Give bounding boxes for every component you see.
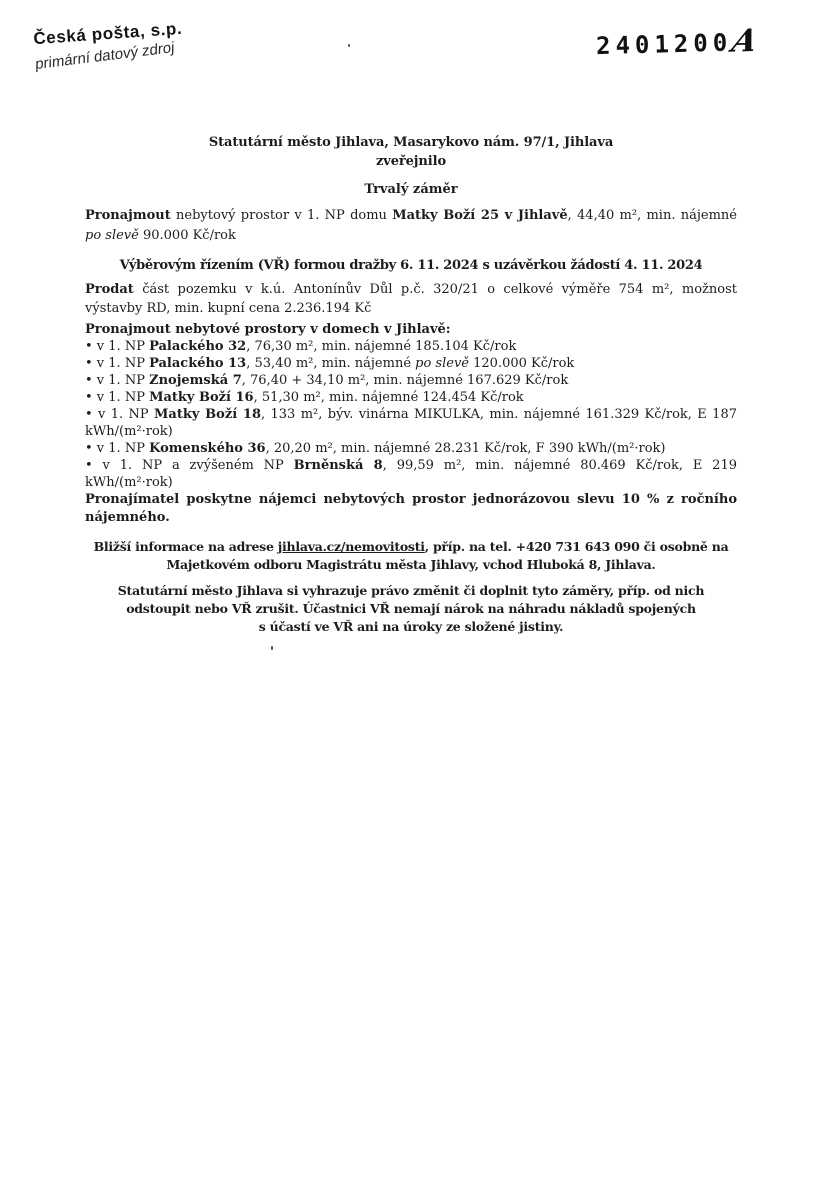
sender-stamp (32, 18, 185, 74)
listing-item: • v 1. NP Palackého 32, 76,30 m², min. nájemné 185.104 Kč/rok (85, 339, 517, 354)
publisher-line: Statutární město Jihlava, Masarykovo nám. 97/1, Jihlava (208, 135, 614, 150)
listing-item: • v 1. NP Znojemská 7, 76,40 + 34,10 m², min. nájemné 167.629 Kč/rok (85, 373, 569, 388)
sender-subtitle: primární datový zdroj (35, 38, 175, 74)
disclaimer-line-2: odstoupit nebo VŘ zrušit. Účastnici VŘ nemají nárok na náhradu nákladů spojených (126, 601, 696, 616)
link-jihlava-nemovitosti: jihlava.cz/nemovitosti (277, 539, 425, 554)
disclaimer-paragraph (85, 582, 737, 636)
listing (85, 338, 737, 491)
reference-letter: A (728, 22, 761, 60)
document-title (85, 130, 737, 171)
intro-paragraph: Pronajmout nebytový prostor v 1. NP domu Matky Boží 25 v Jihlavě, 44,40 m², min. nájemné po slevě 90.000 Kč/rok (85, 208, 737, 243)
discount-note: Pronajímatel poskytne nájemci nebytových prostor jednorázovou slevu 10 % z ročního nájemného. (85, 492, 737, 525)
listing-item: • v 1. NP Matky Boží 16, 51,30 m², min. nájemné 124.454 Kč/rok (85, 390, 524, 405)
section-title: Trvalý záměr (364, 182, 458, 197)
sender-name: Česká pošta, s.p. (32, 18, 183, 49)
listing-item: • v 1. NP Komenského 36, 20,20 m², min. nájemné 28.231 Kč/rok, F 390 kWh/(m²·rok) (85, 441, 666, 456)
scan-speck (348, 44, 350, 47)
contact-line-1: Bližší informace na adrese jihlava.cz/nemovitosti, příp. na tel. +420 731 643 090 či osobně na (93, 539, 729, 554)
reference-digits: 2401200 (595, 28, 733, 61)
document-body (85, 130, 737, 636)
listing-item: • v 1. NP Matky Boží 18, 133 m², býv. vinárna MIKULKA, min. nájemné 161.329 Kč/rok, E 187 kWh/(m²·rok) (85, 407, 737, 439)
scan-speck (271, 646, 273, 650)
disclaimer-line-1: Statutární město Jihlava si vyhrazuje právo změnit či doplnit tyto záměry, příp. od nich (117, 583, 705, 598)
reference-number (595, 22, 761, 62)
listing-heading: Pronajmout nebytové prostory v domech v Jihlavě: (85, 322, 451, 337)
published-word: zveřejnilo (375, 154, 447, 169)
disclaimer-line-3: s účastí ve VŘ ani na úroky ze složené jistiny. (258, 619, 564, 634)
contact-line-2: Majetkovém odboru Magistrátu města Jihlavy, vchod Hluboká 8, Jihlava. (166, 557, 656, 572)
sale-paragraph: Prodat část pozemku v k.ú. Antonínův Důl p.č. 320/21 o celkové výměře 754 m², možnost výstavby RD, min. kupní cena 2.236.194 Kč (85, 282, 737, 316)
auction-terms-line: Výběrovým řízením (VŘ) formou dražby 6. 11. 2024 s uzávěrkou žádostí 4. 11. 2024 (119, 258, 703, 273)
listing-item: • v 1. NP Palackého 13, 53,40 m², min. nájemné po slevě 120.000 Kč/rok (85, 356, 575, 371)
contact-paragraph (85, 538, 737, 574)
listing-item: • v 1. NP a zvýšeném NP Brněnská 8, 99,59 m², min. nájemné 80.469 Kč/rok, E 219 kWh/(m²·rok) (85, 458, 737, 490)
